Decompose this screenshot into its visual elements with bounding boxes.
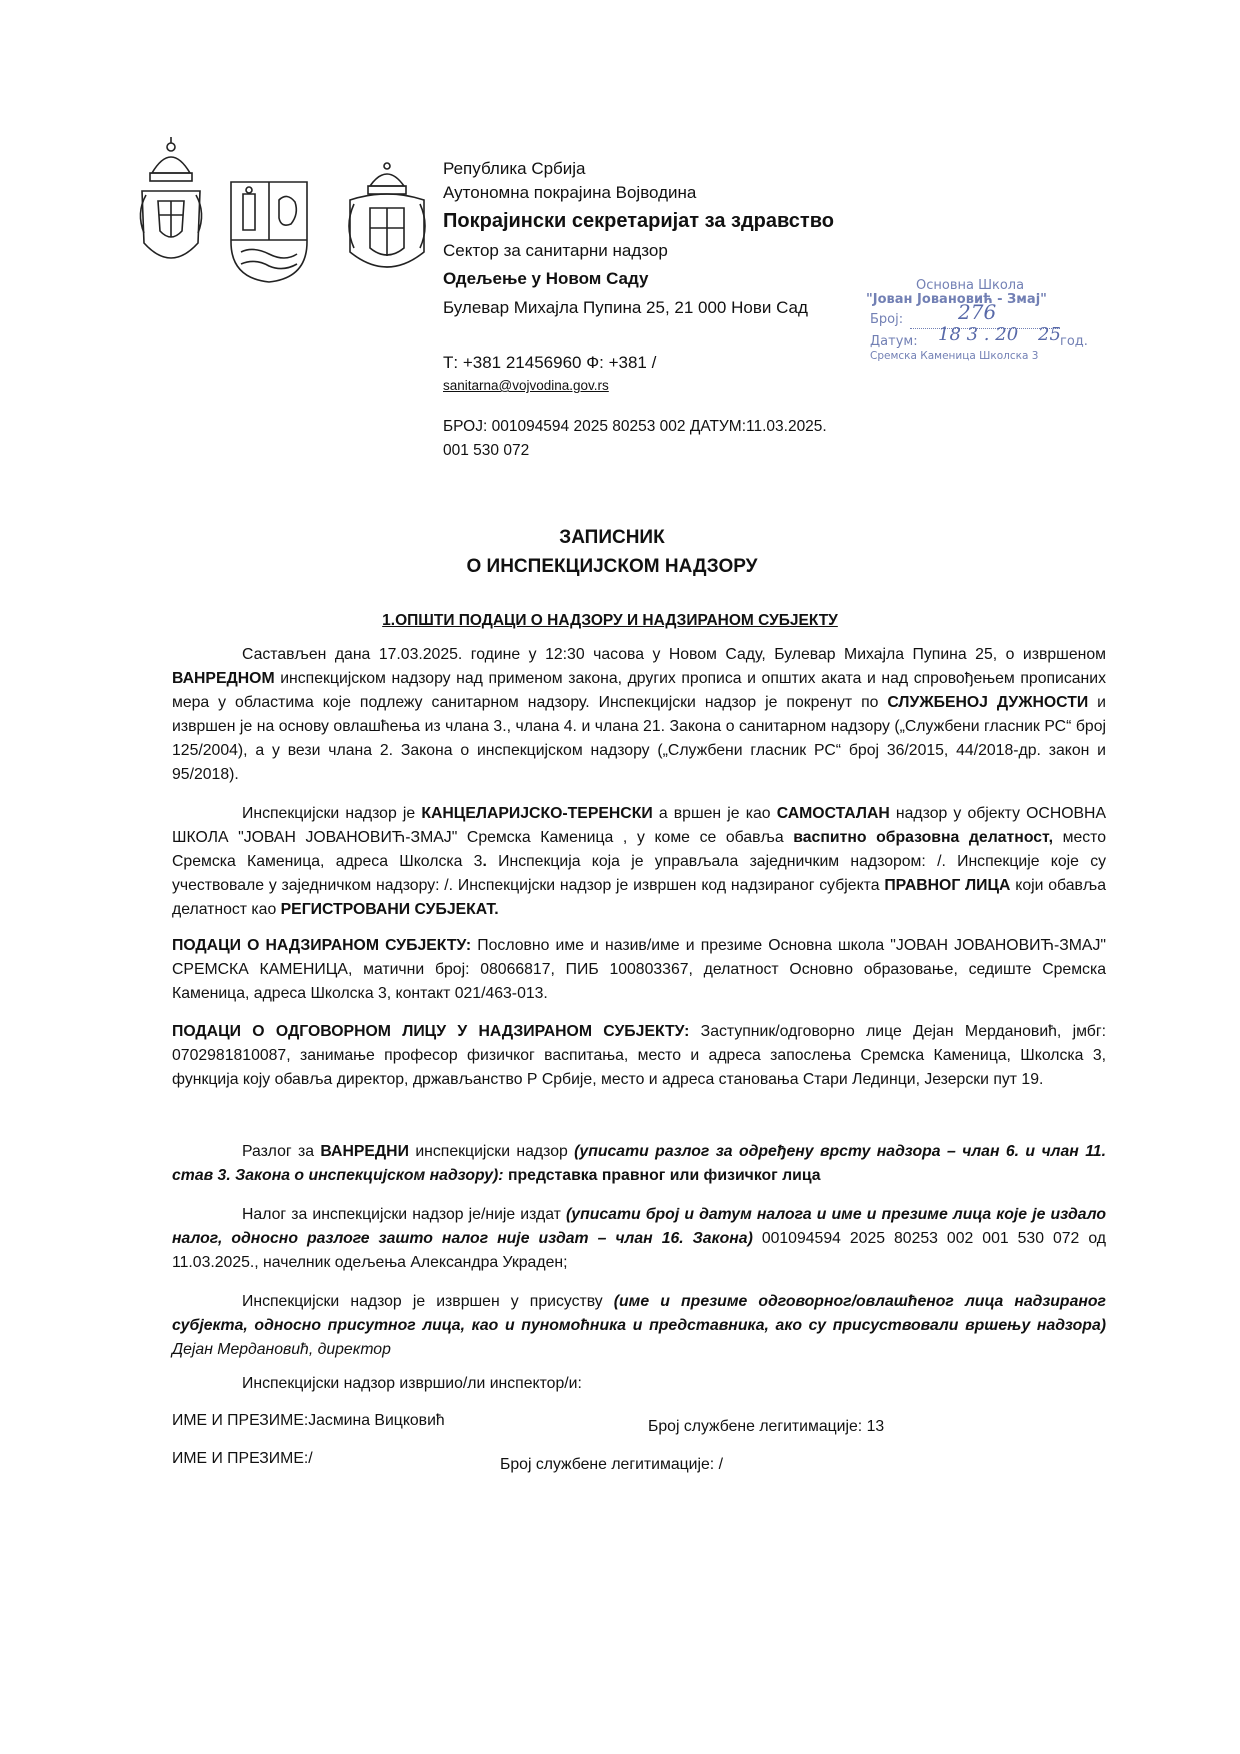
stamp-date-label: Датум: xyxy=(870,334,918,349)
p1-official-duty: СЛУЖБЕНОЈ ДУЖНОСТИ xyxy=(887,694,1089,711)
header-province: Аутономна покрајина Војводина xyxy=(443,183,697,202)
paragraph-supervised-subject xyxy=(172,934,1106,1006)
inspectors-intro: Инспекцијски надзор извршио/ли инспектор/и: xyxy=(242,1375,582,1392)
p3-label: ПОДАЦИ О НАДЗИРАНОМ СУБЈЕКТУ: xyxy=(172,937,472,954)
p7-person: Дејан Мердановић, директор xyxy=(172,1341,391,1358)
stamp-school: Основна Школа xyxy=(916,278,1025,293)
p3-text: Пословно име и назив/име и презиме Основна школа "ЈОВАН ЈОВАНОВИЋ-ЗМАЈ" СРЕМСКА КАМЕНИЦА, матични број: 08066817, ПИБ 100803367, делатност Основно образовање, седиште Сремска Каменица, адреса Школска 3, контакт 021/463-013. xyxy=(172,937,1106,1002)
p7-instruction: (име и презиме одговорног/овлашћеног лица надзираног субјекта, односно присутног лица, као и пуномоћника и представника, ако су присуствовали вршењу надзора) xyxy=(172,1293,1106,1334)
header-department: Одељење у Новом Саду xyxy=(443,269,649,288)
inspector-2-name: ИМЕ И ПРЕЗИМЕ:/ xyxy=(172,1450,313,1467)
stamp-number-label: Број: xyxy=(870,312,904,327)
document-title: ЗАПИСНИК xyxy=(559,527,665,548)
paragraph-presence xyxy=(172,1290,1106,1362)
p6-text-a: Налог за инспекцијски надзор је/није издат xyxy=(242,1206,567,1223)
p1-text-e: и извршен је на основу овлашћења из члана 3., члана 4. и члана 21. Закона о санитарном надзору („Службени гласник РС“ број 125/2004), а у вези члана 2. Закона о инспекцијском надзору („Службени гласник РС“ број 36/2015, 44/2018-др. закон и 95/2018). xyxy=(172,694,1106,783)
p1-text-a: Састављен дана 17.03.2025. године у 12:30 часова у Новом Саду, Булевар Михајла Пупина 25, о извршеном xyxy=(242,646,1106,663)
p2-text-a: Инспекцијски надзор је xyxy=(242,805,422,822)
p5-text-a: Разлог за xyxy=(242,1143,321,1160)
p5-reason-value: представка правног или физичког лица xyxy=(503,1167,821,1184)
paragraph-supervision-type xyxy=(172,802,1106,922)
p1-extraordinary: ВАНРЕДНОМ xyxy=(172,670,275,687)
p6-instruction: (уписати број и датум налога и име и презиме лица које је издало налог, односно разлоге зашто налог није издат – члан 16. Закона) xyxy=(172,1206,1106,1247)
vojvodina-coat-of-arms-icon xyxy=(229,180,309,284)
p4-label: ПОДАЦИ О ОДГОВОРНОМ ЛИЦУ У НАДЗИРАНОМ СУБЈЕКТУ: xyxy=(172,1023,690,1040)
p2-legal-entity: ПРАВНОГ ЛИЦА xyxy=(884,877,1011,894)
paragraph-general xyxy=(172,643,1106,787)
p2-registered-subject: РЕГИСТРОВАНИ СУБЈЕКАТ. xyxy=(280,901,499,918)
p2-dot: . xyxy=(482,853,487,870)
p2-activity: васпитно образовна делатност, xyxy=(793,829,1053,846)
p2-text-i: Инспекција која је управљала заједничким надзором: /. Инспекције које су учествовале у заједничком надзору: /. Инспекцијски надзор је извршен код надзираног субјекта xyxy=(172,853,1107,894)
p2-text-e: надзор у објекту ОСНОВНА ШКОЛА "ЈОВАН ЈОВАНОВИЋ-ЗМАЈ" Сремска Каменица , у коме се обавља xyxy=(172,805,1107,846)
p6-text-c: 001094594 2025 80253 002 001 530 072 од 11.03.2025., начелник одељења Александра Украден; xyxy=(172,1230,1106,1271)
stamp-date-year: 25 xyxy=(1038,324,1061,345)
p2-independent: САМОСТАЛАН xyxy=(776,805,890,822)
p5-instruction: (уписати разлог за одређену врсту надзора – члан 6. и члан 11. став 3. Закона о инспекцијском надзору): xyxy=(172,1143,1106,1184)
stamp-place: Сремска Каменица Школска 3 xyxy=(870,350,1039,362)
paragraph-responsible-person xyxy=(172,1020,1106,1092)
document-subtitle: О ИНСПЕКЦИЈСКОМ НАДЗОРУ xyxy=(466,556,758,577)
inspector-1-name: ИМЕ И ПРЕЗИМЕ:Јасмина Вицковић xyxy=(172,1412,445,1429)
p5-extraordinary: ВАНРЕДНИ xyxy=(320,1143,409,1160)
section-heading: 1.ОПШТИ ПОДАЦИ О НАДЗОРУ И НАДЗИРАНОМ СУБЈЕКТУ xyxy=(382,612,838,629)
p7-text-a: Инспекцијски надзор је извршен у присуству xyxy=(242,1293,614,1310)
header-number-line-2: 001 530 072 xyxy=(443,442,530,459)
header-organization: Покрајински секретаријат за здравство xyxy=(443,210,834,232)
inspector-2-id: Број службене легитимације: / xyxy=(500,1456,723,1473)
paragraph-order xyxy=(172,1203,1106,1275)
header-email-link[interactable]: sanitarna@vojvodina.gov.rs xyxy=(443,378,609,393)
header-republic: Република Србија xyxy=(443,159,586,178)
p2-text-k: који обавља делатност као xyxy=(172,877,1106,918)
paragraph-reason xyxy=(172,1140,1106,1188)
serbia-coat-of-arms-icon xyxy=(132,133,210,283)
stamp-number-value: 276 xyxy=(958,300,997,324)
p2-text-c: а вршен је као xyxy=(652,805,777,822)
received-stamp xyxy=(866,278,1092,366)
p1-text-c: инспекцијском надзору над применом закона, других прописа и општих аката и над спровођењем прописаних мера у областима које подлежу санитарном надзору. Инспекцијски надзор је покренут по xyxy=(172,670,1106,711)
stamp-school-name: "Јован Јовановић - Змај" xyxy=(866,292,1047,307)
p2-office-field: КАНЦЕЛАРИЈСКО-ТЕРЕНСКИ xyxy=(421,805,653,822)
header-phone: Т: +381 21456960 Ф: +381 / xyxy=(443,353,657,372)
p5-text-c: инспекцијски надзор xyxy=(408,1143,575,1160)
p2-text-g: место Сремска Каменица, адреса Школска 3 xyxy=(172,829,1106,870)
vojvodina-large-coat-of-arms-icon xyxy=(340,156,435,284)
inspector-1-id: Број службене легитимације: 13 xyxy=(648,1418,885,1435)
header-address: Булевар Михајла Пупина 25, 21 000 Нови Сад xyxy=(443,298,808,317)
stamp-year-suffix: год. xyxy=(1060,334,1088,349)
header-sector: Сектор за санитарни надзор xyxy=(443,241,668,260)
p4-text: Заступник/одговорно лице Дејан Мердановић, јмбг: 0702981810087, занимање професор физичког васпитања, место и адреса запослења Сремска Каменица, Школска 3, функција коју обавља директор, држављанство Р Србије, место и адреса становања Стари Лединци, Језерски пут 19. xyxy=(172,1023,1107,1088)
stamp-date-value: 18 3 . 20 xyxy=(938,324,1019,345)
header-number-line: БРОЈ: 001094594 2025 80253 002 ДАТУМ:11.03.2025. xyxy=(443,418,827,435)
